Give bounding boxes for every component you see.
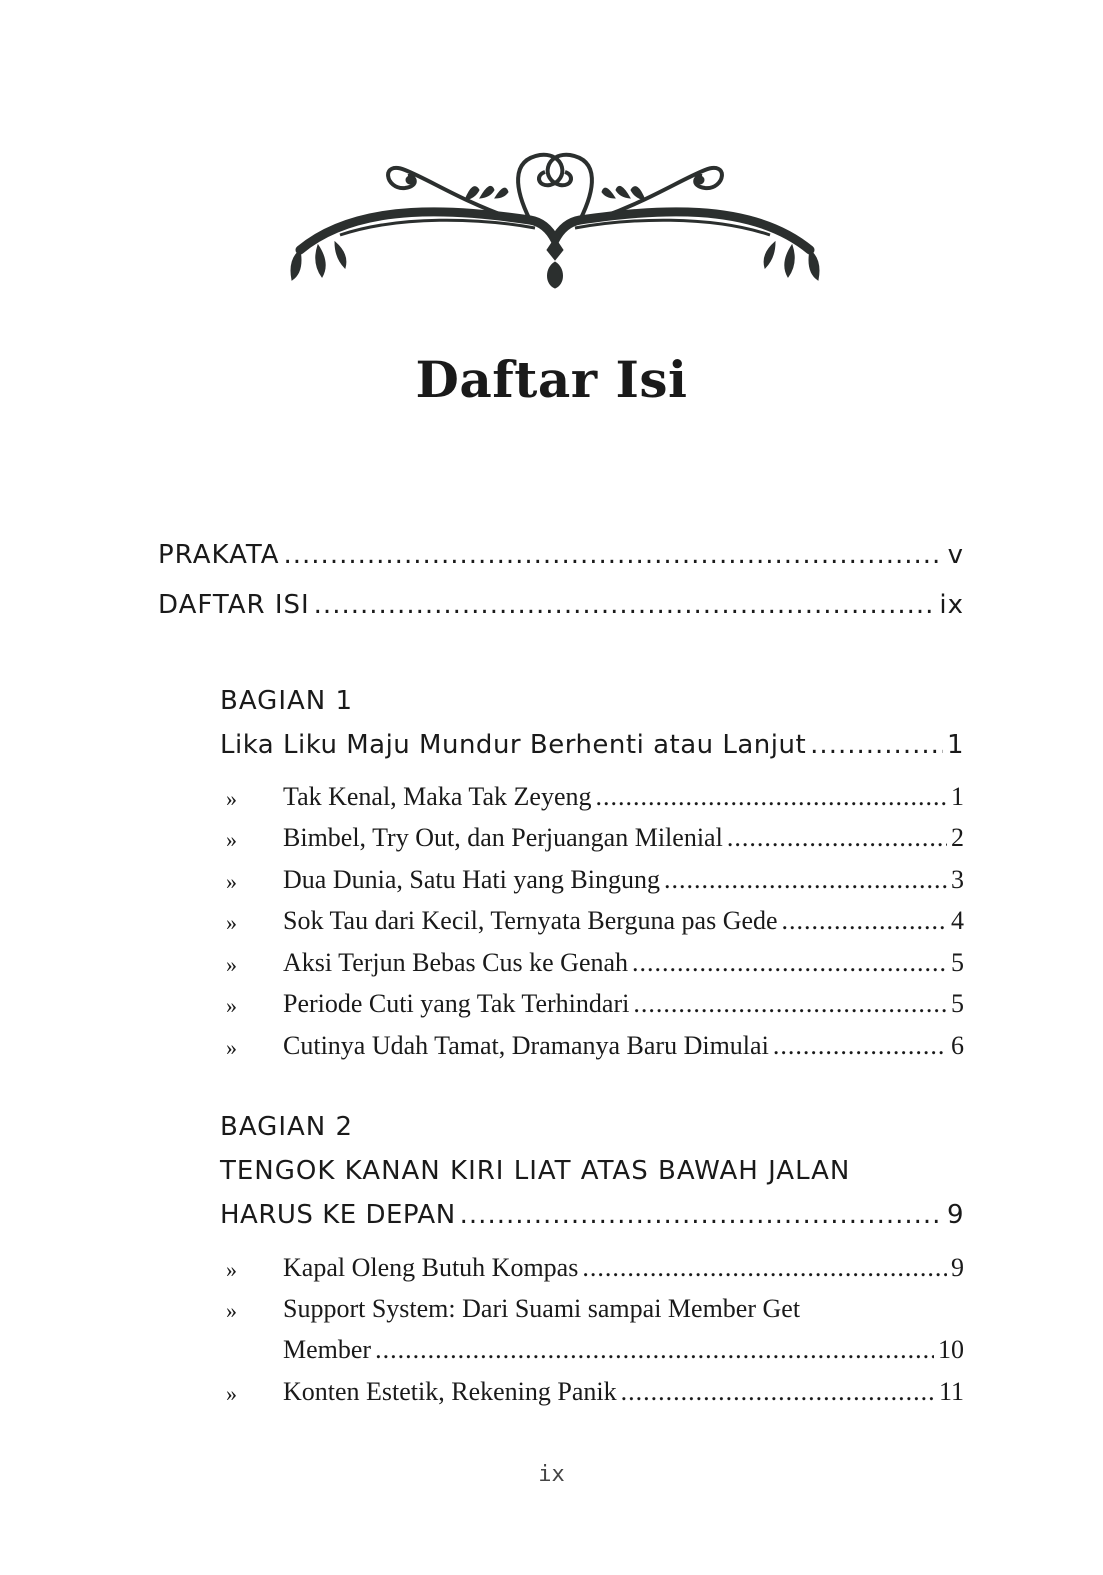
toc-entry-part-2[interactable]	[220, 1200, 964, 1230]
dot-leader	[621, 1377, 935, 1407]
part-label: BAGIAN 1	[220, 686, 354, 716]
part-label: BAGIAN 2	[220, 1112, 354, 1142]
toc-entry-page: 9	[946, 1200, 964, 1230]
toc-entry-label: Dua Dunia, Satu Hati yang Bingung	[283, 865, 660, 894]
bullet: »	[226, 1381, 237, 1406]
toc-chapter-entry[interactable]	[283, 989, 964, 1019]
toc-entry-page: 1	[951, 782, 964, 811]
dot-leader	[773, 1031, 947, 1061]
bullet: »	[226, 1298, 237, 1323]
toc-entry-page: 3	[951, 865, 964, 894]
toc-entry-page: 4	[951, 906, 964, 935]
toc-entry-page: 6	[951, 1031, 964, 1060]
page-title: Daftar Isi	[415, 350, 688, 409]
dot-leader	[284, 540, 944, 570]
toc-entry-prakata[interactable]	[158, 540, 964, 570]
bullet: »	[226, 786, 237, 811]
toc-chapter-entry[interactable]	[283, 948, 964, 978]
dot-leader	[782, 906, 947, 936]
toc-entry-label: Member	[283, 1335, 372, 1364]
bullet: »	[226, 1257, 237, 1282]
bullet: »	[226, 827, 237, 852]
flourish-ornament-icon	[280, 140, 830, 300]
toc-entry-label: Lika Liku Maju Mundur Berhenti atau Lanjut	[220, 730, 807, 760]
bullet: »	[226, 869, 237, 894]
dot-leader	[582, 1253, 947, 1283]
toc-chapter-entry[interactable]	[283, 782, 964, 812]
dot-leader	[314, 590, 936, 620]
dot-leader	[727, 823, 947, 853]
toc-entry-page: 9	[951, 1253, 964, 1282]
toc-entry-label: Tak Kenal, Maka Tak Zeyeng	[283, 782, 592, 811]
toc-entry-page: 1	[946, 730, 964, 760]
part-title-line: TENGOK KANAN KIRI LIAT ATAS BAWAH JALAN	[220, 1156, 851, 1186]
dot-leader	[460, 1200, 943, 1230]
toc-entry-label: Aksi Terjun Bebas Cus ke Genah	[283, 948, 629, 977]
toc-chapter-entry[interactable]	[283, 1377, 964, 1407]
toc-entry-label: Cutinya Udah Tamat, Dramanya Baru Dimulai	[283, 1031, 769, 1060]
dot-leader	[375, 1335, 934, 1365]
dot-leader	[632, 948, 947, 978]
toc-entry-page: v	[947, 540, 964, 570]
toc-entry-label: Konten Estetik, Rekening Panik	[283, 1377, 617, 1406]
toc-entry-page: 11	[938, 1377, 964, 1406]
toc-entry-label: Kapal Oleng Butuh Kompas	[283, 1253, 579, 1282]
toc-entry-page: 5	[951, 989, 964, 1018]
toc-entry-page: 10	[938, 1335, 964, 1364]
toc-chapter-entry[interactable]	[283, 906, 964, 936]
dot-leader	[595, 782, 947, 812]
toc-chapter-entry[interactable]	[283, 1031, 964, 1061]
toc-chapter-entry[interactable]	[283, 1253, 964, 1283]
toc-entry-label: Sok Tau dari Kecil, Ternyata Berguna pas Gede	[283, 906, 778, 935]
toc-entry-label: Periode Cuti yang Tak Terhindari	[283, 989, 630, 1018]
toc-chapter-entry[interactable]	[283, 1335, 964, 1365]
toc-entry-page: 5	[951, 948, 964, 977]
toc-entry-daftar-isi[interactable]	[158, 590, 964, 620]
bullet: »	[226, 1035, 237, 1060]
page-number: ix	[538, 1462, 565, 1487]
toc-entry-page: ix	[939, 590, 964, 620]
toc-chapter-entry[interactable]	[283, 823, 964, 853]
bullet: »	[226, 952, 237, 977]
dot-leader	[810, 730, 943, 760]
toc-entry-label: DAFTAR ISI	[158, 590, 310, 620]
toc-chapter-title-line[interactable]: Support System: Dari Suami sampai Member Get	[283, 1294, 801, 1323]
toc-entry-label: HARUS KE DEPAN	[220, 1200, 456, 1230]
toc-chapter-entry[interactable]	[283, 865, 964, 895]
toc-entry-label: PRAKATA	[158, 540, 280, 570]
bullet: »	[226, 993, 237, 1018]
dot-leader	[633, 989, 947, 1019]
dot-leader	[664, 865, 947, 895]
toc-entry-label: Bimbel, Try Out, dan Perjuangan Milenial	[283, 823, 723, 852]
bullet: »	[226, 910, 237, 935]
toc-entry-page: 2	[951, 823, 964, 852]
toc-entry-part-1[interactable]	[220, 730, 964, 760]
